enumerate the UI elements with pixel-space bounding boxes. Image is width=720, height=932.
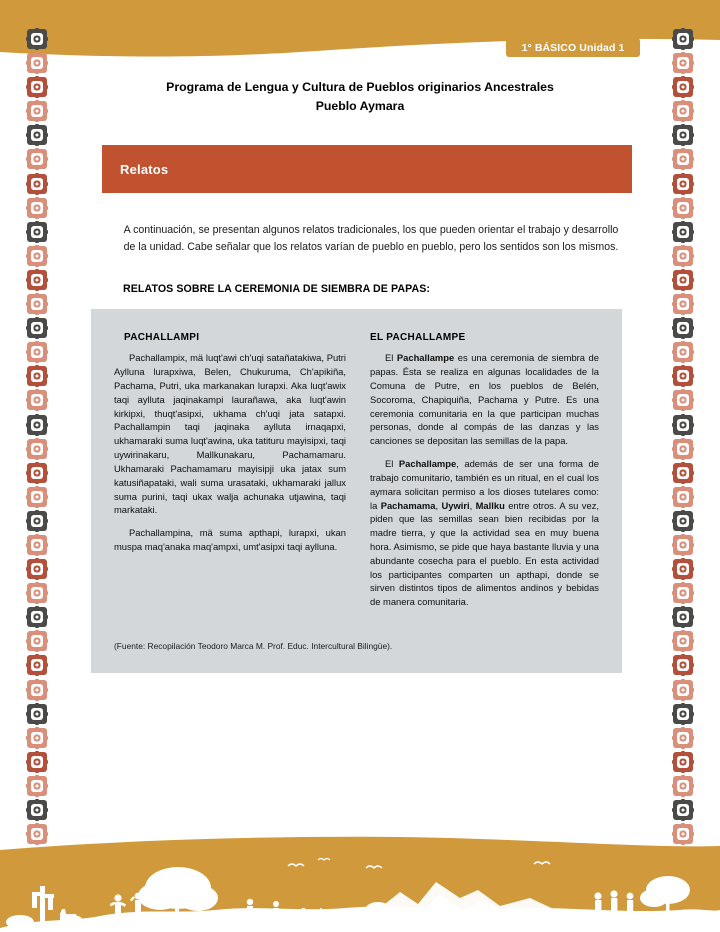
medallion-icon: [672, 389, 694, 411]
srp2-d: Pachamama: [380, 499, 436, 511]
medallion-icon: [672, 197, 694, 219]
srp2-a: El: [385, 458, 399, 470]
medallion-icon: [672, 510, 694, 532]
bottom-landscape-band: [0, 832, 720, 932]
medallion-icon: [26, 606, 48, 628]
medallion-icon: [26, 582, 48, 604]
medallion-icon: [26, 100, 48, 122]
medallion-icon: [26, 703, 48, 725]
medallion-icon: [26, 341, 48, 363]
srp2-b: Pachallampe: [398, 458, 457, 470]
medallion-icon: [672, 534, 694, 556]
medallion-icon: [672, 317, 694, 339]
medallion-icon: [26, 221, 48, 243]
medallion-icon: [26, 486, 48, 508]
medallion-icon: [672, 630, 694, 652]
medallion-icon: [672, 341, 694, 363]
unit-badge: 1° BÁSICO Unidad 1: [506, 38, 640, 57]
srp2-h: Mallku: [475, 499, 505, 511]
srp2-g: ,: [469, 499, 476, 511]
medallion-icon: [26, 654, 48, 676]
story-right-title: EL PACHALLAMPE: [370, 332, 466, 344]
story-left-title: PACHALLAMPI: [124, 332, 200, 344]
medallion-icon: [672, 799, 694, 821]
medallion-icon: [672, 558, 694, 580]
page-title-line1: Programa de Lengua y Cultura de Pueblos originarios Ancestrales: [166, 80, 554, 94]
story-panel: [91, 309, 622, 673]
medallion-icon: [26, 28, 48, 50]
medallion-icon: [672, 76, 694, 98]
right-decorative-border: [669, 28, 697, 848]
source-note: (Fuente: Recopilación Teodoro Marca M. Prof. Educ. Intercultural Bilingüe).: [114, 641, 393, 652]
medallion-icon: [26, 751, 48, 773]
medallion-icon: [672, 245, 694, 267]
medallion-icon: [26, 727, 48, 749]
medallion-icon: [26, 775, 48, 797]
srp2-e: ,: [435, 499, 442, 511]
medallion-icon: [26, 173, 48, 195]
story-column-right: [370, 332, 599, 609]
medallion-icon: [26, 389, 48, 411]
medallion-icon: [672, 100, 694, 122]
medallion-icon: [672, 414, 694, 436]
section-header-label: Relatos: [120, 161, 169, 177]
story-right-paragraph-2: [370, 457, 599, 609]
medallion-icon: [672, 679, 694, 701]
srp2-f: Uywiri: [441, 499, 470, 511]
medallion-icon: [26, 462, 48, 484]
page-title: [58, 78, 662, 116]
medallion-icon: [26, 414, 48, 436]
medallion-icon: [26, 52, 48, 74]
medallion-icon: [26, 823, 48, 845]
medallion-icon: [672, 654, 694, 676]
medallion-icon: [672, 727, 694, 749]
medallion-icon: [672, 269, 694, 291]
medallion-icon: [672, 173, 694, 195]
page-title-line2: Pueblo Aymara: [315, 99, 405, 114]
medallion-icon: [672, 486, 694, 508]
medallion-icon: [672, 221, 694, 243]
medallion-icon: [26, 558, 48, 580]
medallion-icon: [26, 76, 48, 98]
medallion-icon: [26, 365, 48, 387]
story-left-paragraph-1: Pachallampix, mä luqt'awi ch'uqi satañatakiwa, Putri Aylluna lurapxiwa, Belen, Chukuruma, Ch'apikiña, Pachama, Putri, uka markanakan lurapxi. Aka luqt'awix taqi aylluta jaqinakampi laurañawa, aka luqt'awin kirkipxi, thuqt'asipxi, ukhama ch'uqi jata satapxi. Pachallampin taqi jaqinaka aylluta irnaqapxi, ukhamaraki suma luqt'awina, uka tatituru mayisipxi, taqi uywirinakaru, Mallkunakaru, Pachamamaru. Ukhamaraki Pachamamaru mayisipji uka jatax sum katusiñapataki, wali suma urasataki, ukhamaraki jallux suma purini, taqi ukax walja achunaka utjawina, taqi markataki.: [114, 352, 346, 516]
medallion-icon: [672, 462, 694, 484]
relatos-subheading: RELATOS SOBRE LA CEREMONIA DE SIEMBRA DE PAPAS:: [123, 283, 431, 296]
medallion-icon: [26, 799, 48, 821]
medallion-icon: [672, 775, 694, 797]
medallion-icon: [672, 751, 694, 773]
medallion-icon: [672, 148, 694, 170]
medallion-icon: [672, 703, 694, 725]
main-content: [58, 0, 662, 673]
medallion-icon: [26, 124, 48, 146]
story-right-paragraph-1: [370, 351, 599, 448]
story-left-paragraph-2: Pachallampina, mä suma apthapi, lurapxi, ukan muspa maq'anaka maq'ampxi, umt'asipxi taqi aylluna.: [114, 527, 346, 552]
left-decorative-border: [23, 28, 51, 848]
medallion-icon: [672, 582, 694, 604]
intro-paragraph: A continuación, se presentan algunos relatos tradicionales, los que pueden orientar el trabajo y desarrollo de la unidad. Cabe señalar que los relatos varían de pueblo en pueblo, pero los sentidos son los mismos.: [123, 224, 619, 254]
medallion-icon: [26, 534, 48, 556]
srp2-c: , además de ser una forma de trabajo comunitario, también es un ritual, en el cual los aymara solicitan permiso a los dioses tutelares como: la: [370, 458, 599, 511]
medallion-icon: [672, 124, 694, 146]
medallion-icon: [672, 438, 694, 460]
medallion-icon: [672, 606, 694, 628]
medallion-icon: [26, 197, 48, 219]
medallion-icon: [672, 28, 694, 50]
medallion-icon: [26, 317, 48, 339]
medallion-icon: [26, 148, 48, 170]
srp1-b: Pachallampe: [396, 352, 455, 364]
medallion-icon: [672, 293, 694, 315]
medallion-icon: [26, 679, 48, 701]
section-header-bar: [102, 145, 632, 193]
srp2-i: entre otros. A su vez, piden que las semillas sean bien recibidas por la madre tierra, y que la actividad sea en muy buena hora. Asimismo, se pide que haya bastante lluvia y una abundante cosecha para el pueblo. En esta actividad los participantes comparten un apthapi, donde se sirven distintos tipos de alimentos andinos y bebidas de manera comunitaria.: [370, 499, 599, 608]
medallion-icon: [26, 630, 48, 652]
medallion-icon: [672, 52, 694, 74]
medallion-icon: [26, 438, 48, 460]
medallion-icon: [26, 293, 48, 315]
srp1-c: es una ceremonia de siembra de papas. Ésta se realiza en algunas localidades de la Comuna de Putre, en los pueblos de Belén, Socoroma, Chapiquiña, Pachama y Putre. Es una ceremonia comunitaria en la que participan muchas personas, donde al compás de las danzas y las canciones se depositan las semillas de la papa.: [370, 352, 599, 447]
medallion-icon: [672, 823, 694, 845]
medallion-icon: [26, 269, 48, 291]
story-column-left: [114, 332, 346, 609]
medallion-icon: [26, 510, 48, 532]
medallion-icon: [672, 365, 694, 387]
srp1-a: El: [385, 352, 397, 364]
medallion-icon: [26, 245, 48, 267]
